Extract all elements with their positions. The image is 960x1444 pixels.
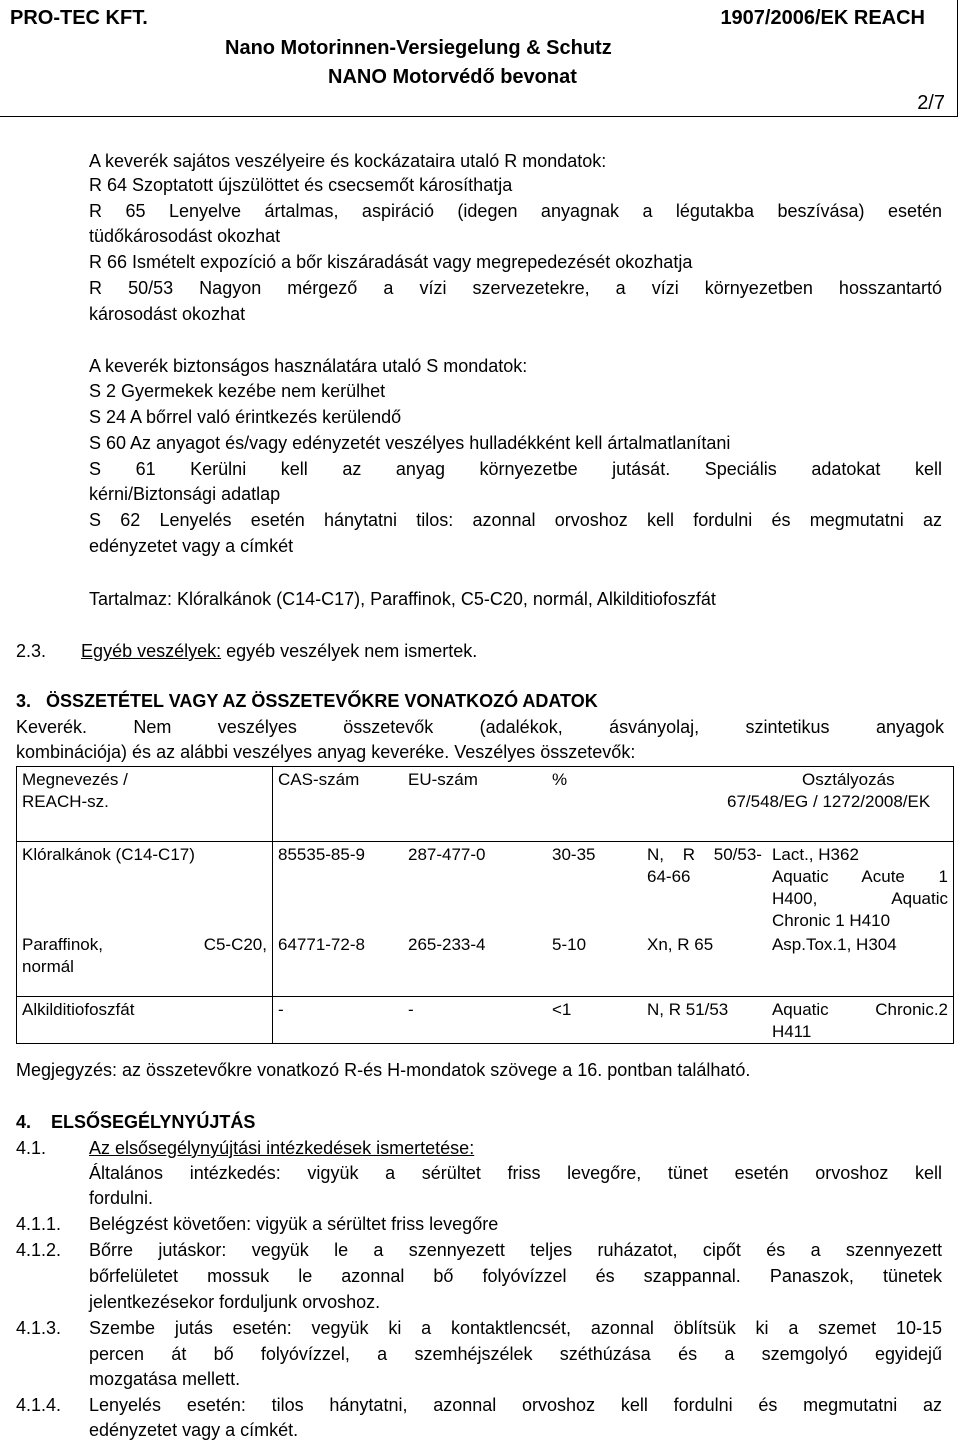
- section-2-3-text: egyéb veszélyek nem ismertek.: [221, 641, 478, 661]
- cell-dsd: N, R 50/53- 64-66: [647, 845, 762, 886]
- s412-number: 4.1.2.: [16, 1240, 62, 1260]
- header-pct: %: [547, 767, 642, 842]
- section-3-title: 3. ÖSSZETÉTEL VAGY AZ ÖSSZETEVŐKRE VONATKOZÓ ADATOK: [16, 691, 598, 711]
- section-2-3: [16, 640, 477, 662]
- s-phrase-line: S 24 A bőrrel való érintkezés kerülendő: [89, 407, 402, 427]
- s411-number: 4.1.1.: [16, 1214, 62, 1234]
- table-row: [17, 997, 954, 1044]
- s413-text: mozgatása mellett.: [89, 1369, 241, 1389]
- r-phrase-line: R 65 Lenyelve ártalmas, aspiráció (idegen anyagnak a légutakba beszívása) esetén: [89, 201, 942, 221]
- cell-clp: Asp.Tox.1, H304: [767, 932, 954, 997]
- header-name: Megnevezés / REACH-sz.: [17, 767, 273, 842]
- page-number: 2/7: [917, 92, 945, 114]
- product-name-de: Nano Motorinnen-Versiegelung & Schutz: [225, 37, 612, 59]
- s-phrase-line: S 2 Gyermekek kezébe nem kerülhet: [89, 381, 386, 401]
- s411-text: Belégzést követően: vigyük a sérültet friss levegőre: [89, 1214, 499, 1234]
- cell-dsd: Xn, R 65: [642, 932, 767, 997]
- table-header-row: [17, 767, 954, 842]
- section-2-3-label: Egyéb veszélyek:: [81, 641, 222, 661]
- header-eu: EU-szám: [403, 767, 547, 842]
- cell-clp: Lact., H362 Aquatic Acute 1 H400, Aquatic Chronic 1 H410: [767, 842, 954, 933]
- s-phrase-line: kérni/Biztonsági adatlap: [89, 484, 281, 504]
- s-phrase-line: S 61 Kerülni kell az anyag környezetbe jutását. Speciális adatokat kell: [89, 459, 942, 479]
- cell-name: Klóralkánok (C14-C17): [17, 842, 273, 933]
- s414-text: edényzetet vagy a címkét.: [89, 1420, 299, 1440]
- s412-text: jelentkezésekor forduljunk orvoshoz.: [89, 1292, 381, 1312]
- product-name-hu: NANO Motorvédő bevonat: [328, 66, 577, 88]
- s41-text: fordulni.: [89, 1188, 154, 1208]
- regulation-ref: 1907/2006/EK REACH: [720, 7, 925, 29]
- r-phrase-line: károsodást okozhat: [89, 304, 246, 324]
- s412-text: bőrfelületet mossuk le azonnal bő folyóvízzel és szappannal. Panaszok, tünetek: [89, 1266, 942, 1286]
- r-phrases-intro: A keverék sajátos veszélyeire és kockázataira utaló R mondatok:: [89, 151, 607, 171]
- cell-eu: 287-477-0: [408, 845, 486, 864]
- cell-pct: 5-10: [547, 932, 642, 997]
- s412-text: Bőrre jutáskor: vegyük le a szennyezett teljes ruházatot, cipőt és a szennyezett: [89, 1240, 942, 1260]
- s-phrase-line: edényzetet vagy a címkét: [89, 536, 294, 556]
- r-phrase-line: tüdőkárosodást okozhat: [89, 226, 281, 246]
- s41-label: Az elsősegélynyújtási intézkedések ismertetése:: [89, 1138, 475, 1158]
- table-row: [17, 842, 954, 933]
- s413-text: Szembe jutás esetén: vegyük ki a kontaktlencsét, azonnal öblítsük ki a szemet 10-15: [89, 1318, 942, 1338]
- s413-number: 4.1.3.: [16, 1318, 62, 1338]
- page-header: [0, 0, 958, 117]
- header-classification: Osztályozás 67/548/EG / 1272/2008/EK: [642, 767, 954, 842]
- contains-line: Tartalmaz: Klóralkánok (C14-C17), Paraffinok, C5-C20, normál, Alkilditiofoszfát: [89, 589, 716, 609]
- s41-number: 4.1.: [16, 1138, 47, 1158]
- cell-dsd: N, R 51/53: [642, 997, 767, 1044]
- cell-name: Alkilditiofoszfát: [17, 997, 273, 1044]
- cell-pct: <1: [547, 997, 642, 1044]
- s413-text: percen át bő folyóvízzel, a szemhéjszélek széthúzása és a szemgolyó egyidejű: [89, 1344, 942, 1364]
- cell-name: Paraffinok, C5-C20, normál: [17, 932, 273, 997]
- s41-text: Általános intézkedés: vigyük a sérültet friss levegőre, tünet esetén orvoshoz kell: [89, 1163, 942, 1183]
- r-phrase-line: R 50/53 Nagyon mérgező a vízi szervezetekre, a vízi környezetben hosszantartó: [89, 278, 942, 298]
- company-name: PRO-TEC KFT.: [10, 7, 148, 29]
- s-phrase-line: S 62 Lenyelés esetén hánytatni tilos: azonnal orvoshoz kell fordulni és megmutatni az: [89, 510, 942, 530]
- r-phrase-line: R 66 Ismételt expozíció a bőr kiszáradását vagy megrepedezését okozhatja: [89, 252, 693, 272]
- components-note: Megjegyzés: az összetevőkre vonatkozó R-és H-mondatok szövege a 16. pontban található.: [16, 1060, 751, 1080]
- section-3-line: Keverék. Nem veszélyes összetevők (adalékok, ásványolaj, szintetikus anyagok: [16, 717, 944, 737]
- hazardous-components-table: [16, 766, 954, 1044]
- cell-cas: 85535-85-9: [278, 845, 365, 864]
- section-4-title: 4. ELSŐSEGÉLYNYÚJTÁS: [16, 1112, 256, 1132]
- cell-eu: -: [403, 997, 547, 1044]
- cell-cas: -: [273, 997, 404, 1044]
- cell-pct: 30-35: [552, 845, 596, 864]
- cell-clp: Aquatic Chronic.2 H411: [767, 997, 954, 1044]
- s-phrases-intro: A keverék biztonságos használatára utaló S mondatok:: [89, 356, 528, 376]
- cell-cas: 64771-72-8: [273, 932, 404, 997]
- section-2-3-number: 2.3.: [16, 641, 47, 661]
- section-3-line: kombinációja) és az alábbi veszélyes anyag keveréke. Veszélyes összetevők:: [16, 742, 636, 762]
- s414-text: Lenyelés esetén: tilos hánytatni, azonnal orvoshoz kell fordulni és megmutatni az: [89, 1395, 942, 1415]
- cell-eu: 265-233-4: [403, 932, 547, 997]
- s414-number: 4.1.4.: [16, 1395, 62, 1415]
- s-phrase-line: S 60 Az anyagot és/vagy edényzetét veszélyes hulladékként kell ártalmatlanítani: [89, 433, 731, 453]
- table-row: [17, 932, 954, 997]
- r-phrase-line: R 64 Szoptatott újszülöttet és csecsemőt károsíthatja: [89, 175, 513, 195]
- header-cas: CAS-szám: [273, 767, 404, 842]
